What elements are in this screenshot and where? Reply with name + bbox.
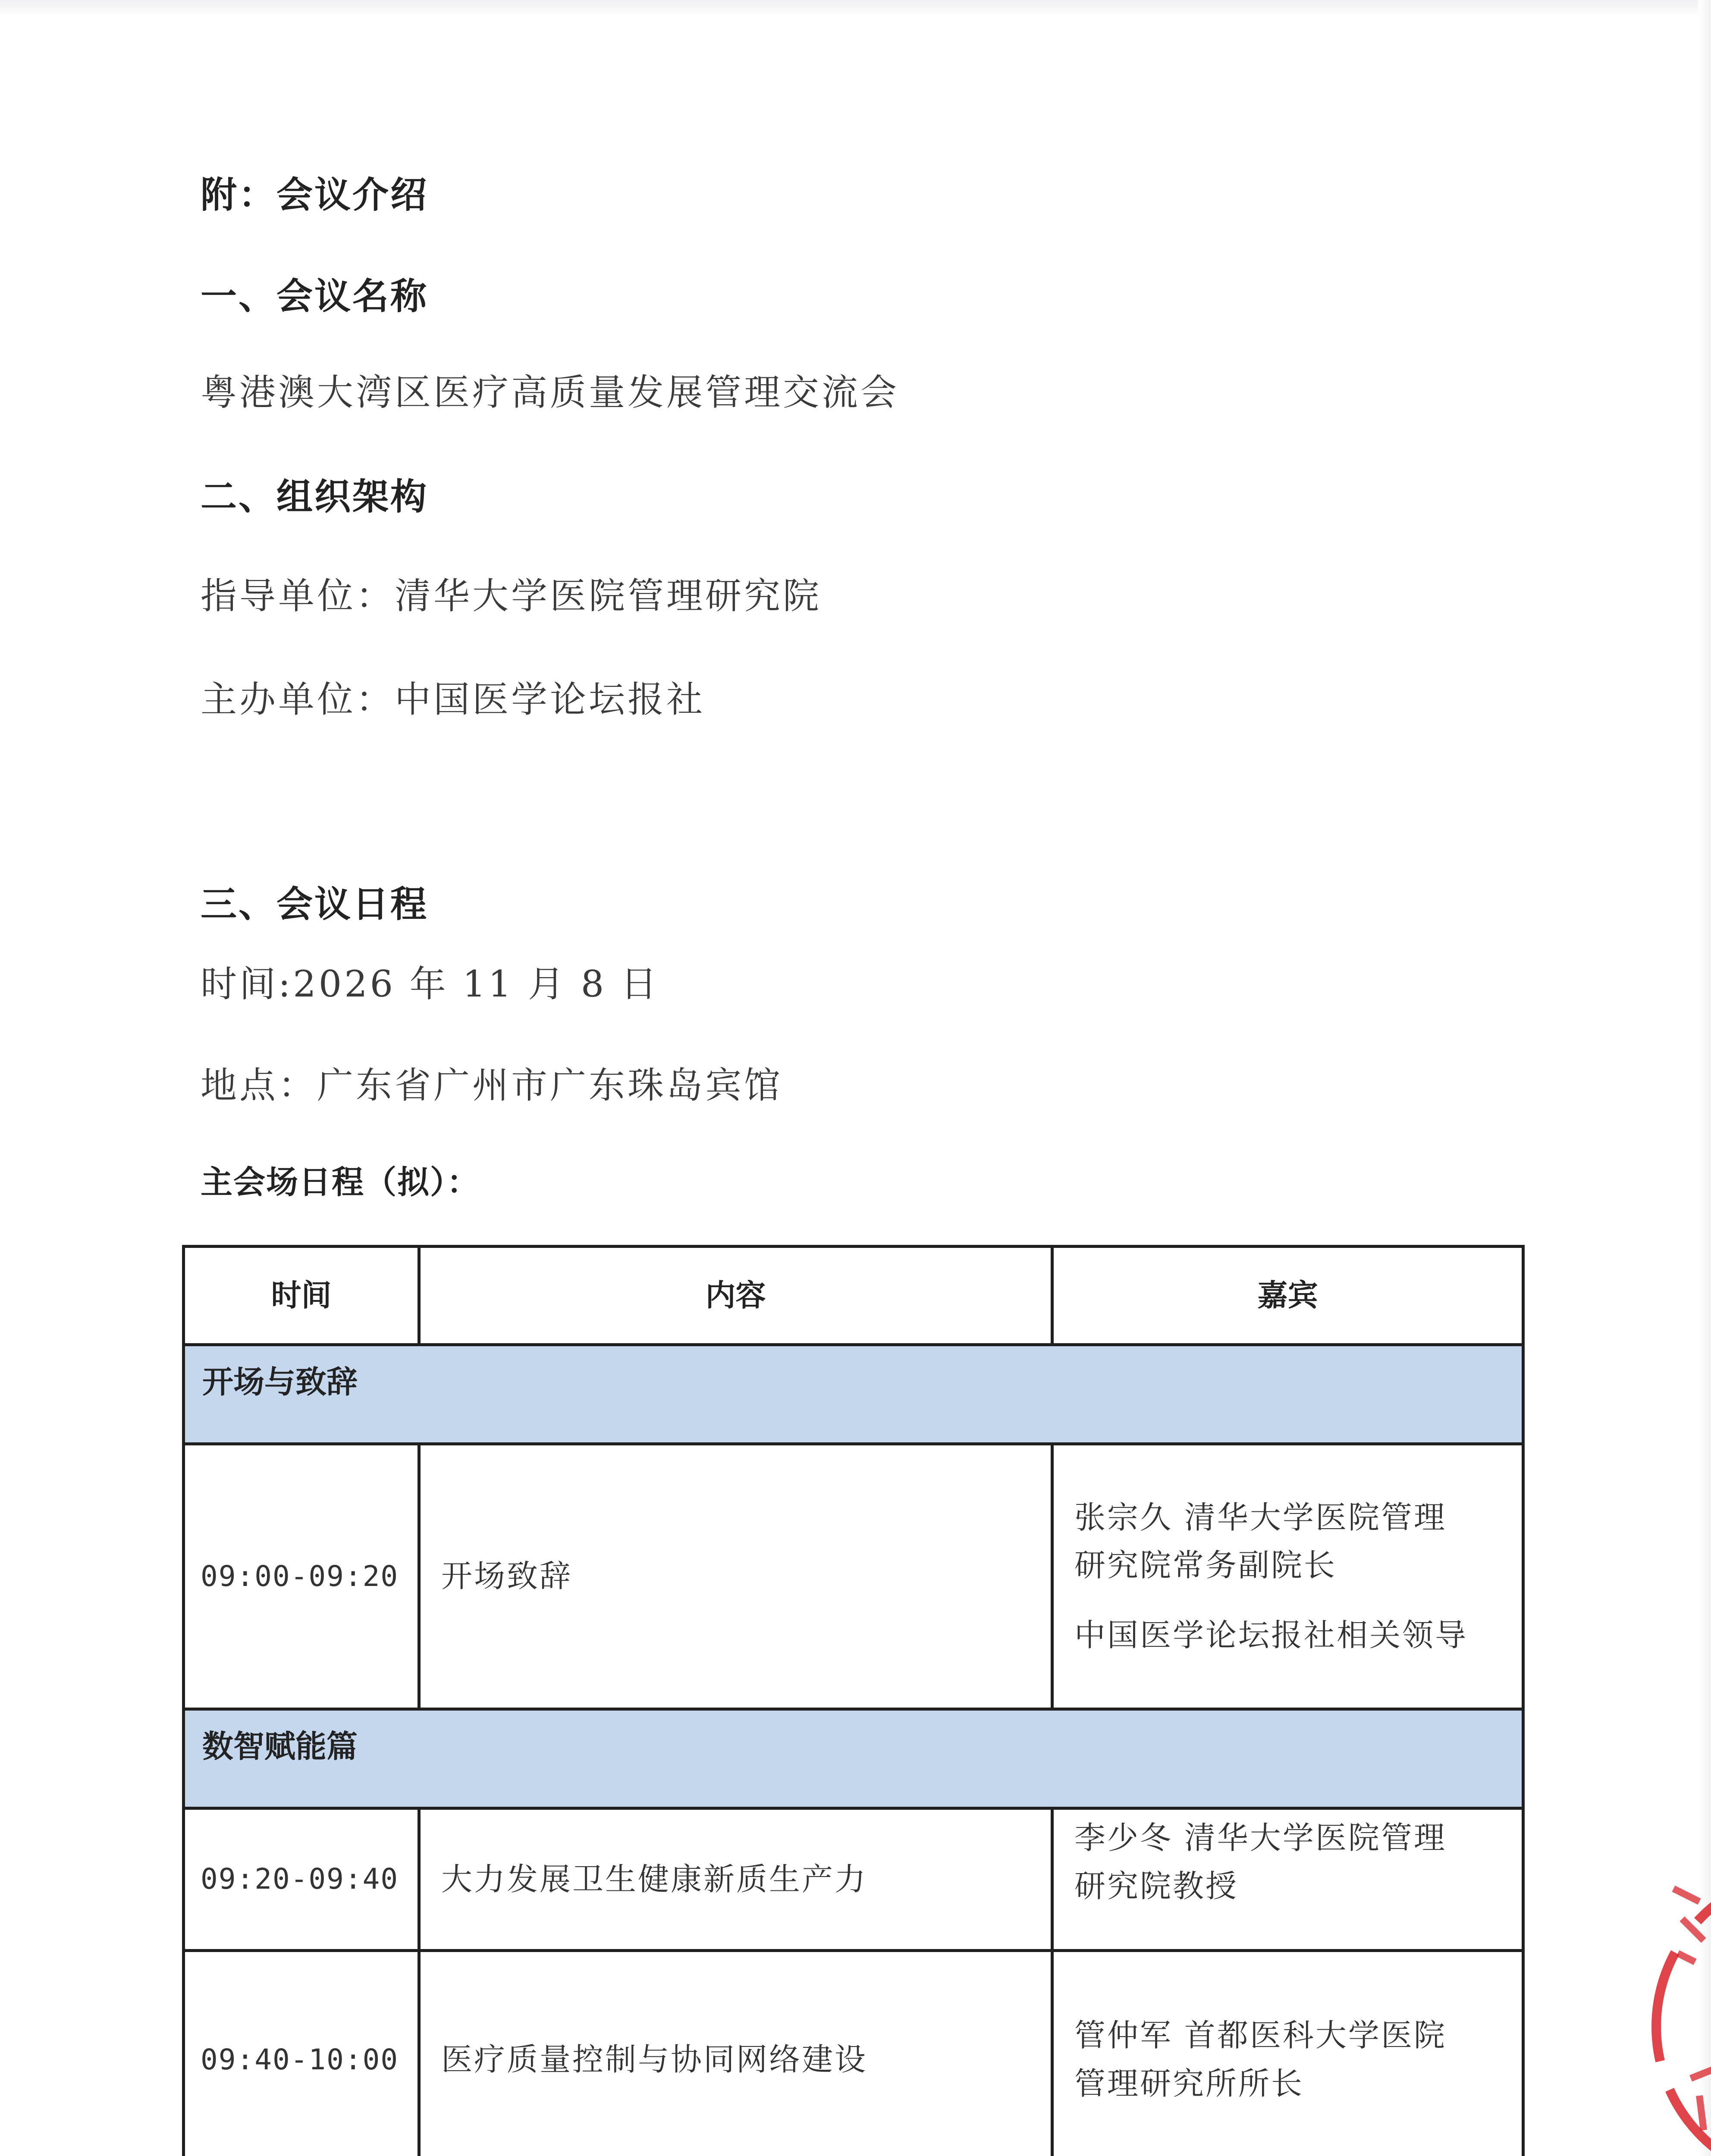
- appendix-title: 附：会议介绍: [201, 174, 429, 216]
- table-row: [184, 1951, 1523, 2156]
- row-content: 开场致辞: [419, 1444, 1052, 1709]
- section-row-opening: [184, 1345, 1523, 1444]
- section2-heading: 二、组织架构: [201, 476, 429, 518]
- header-time: 时间: [184, 1247, 419, 1345]
- guest-line: 中国医学论坛报社相关领导: [1074, 1617, 1468, 1653]
- row-guests: [1052, 1951, 1523, 2156]
- section3-heading: 三、会议日程: [201, 883, 429, 925]
- guide-unit: 指导单位：清华大学医院管理研究院: [201, 575, 822, 617]
- table-header-row: [184, 1247, 1523, 1345]
- header-content: 内容: [419, 1247, 1052, 1345]
- guest-line: 研究院常务副院长: [1074, 1547, 1337, 1584]
- red-seal-stamp: [1639, 1854, 1711, 2156]
- scan-right-edge: [1698, 0, 1711, 2156]
- guest-line: 管理研究所所长: [1074, 2065, 1304, 2102]
- guest-line: 管仲军 首都医科大学医院: [1074, 2017, 1447, 2054]
- row-guests: [1052, 1444, 1523, 1709]
- conference-name: 粤港澳大湾区医疗高质量发展管理交流会: [201, 371, 900, 414]
- section-title: 数智赋能篇: [184, 1709, 1523, 1808]
- table-row: [184, 1444, 1523, 1709]
- guest-line: 张宗久 清华大学医院管理: [1074, 1499, 1447, 1536]
- main-schedule-title: 主会场日程（拟）：: [201, 1164, 480, 1201]
- conference-time: 时间:2026 年 11 月 8 日: [201, 963, 659, 1005]
- row-time: 09:20-09:40: [184, 1808, 419, 1951]
- host-unit: 主办单位：中国医学论坛报社: [201, 678, 706, 721]
- section-row-digital: [184, 1709, 1523, 1808]
- section1-heading: 一、会议名称: [201, 275, 429, 317]
- row-content: 大力发展卫生健康新质生产力: [419, 1808, 1052, 1951]
- guest-line: 研究院教授: [1074, 1868, 1239, 1904]
- row-content: 医疗质量控制与协同网络建设: [419, 1951, 1052, 2156]
- guest-line: 李少冬 清华大学医院管理: [1074, 1820, 1447, 1856]
- conference-location: 地点：广东省广州市广东珠岛宾馆: [201, 1064, 783, 1106]
- row-time: 09:00-09:20: [184, 1444, 419, 1709]
- header-guest: 嘉宾: [1052, 1247, 1523, 1345]
- schedule-table: [182, 1245, 1525, 2156]
- table-row: [184, 1808, 1523, 1951]
- section-title: 开场与致辞: [184, 1345, 1523, 1444]
- scan-top-shadow: [0, 0, 1711, 17]
- row-guests: [1052, 1808, 1523, 1951]
- row-time: 09:40-10:00: [184, 1951, 419, 2156]
